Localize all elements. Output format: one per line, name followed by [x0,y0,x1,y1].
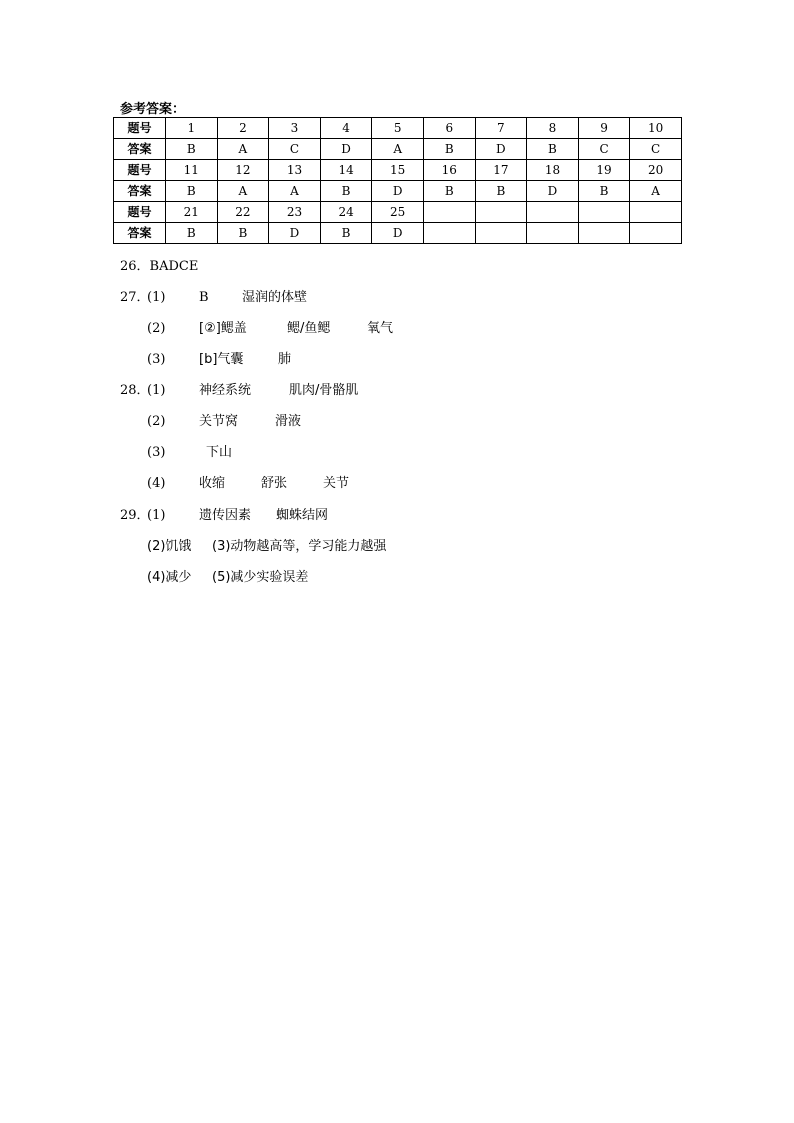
table-cell: 2 [217,118,269,139]
table-cell: 16 [423,160,475,181]
table-cell: B [527,139,579,160]
table-cell: 21 [166,202,218,223]
table-cell: A [269,181,321,202]
row-label-cell: 题号 [114,160,166,181]
q29-p4-answer: (4)减少 [147,570,192,585]
q27-p1-label: (1) [147,290,166,305]
q27-part2 [147,317,393,336]
table-cell: B [217,223,269,244]
table-cell: 19 [578,160,630,181]
table-cell: 24 [320,202,372,223]
table-cell: 22 [217,202,269,223]
table-cell: C [578,139,630,160]
row-label-cell: 答案 [114,223,166,244]
table-cell: B [423,181,475,202]
table-cell [527,202,579,223]
q28-p2-label: (2) [147,414,166,429]
q29-part4-5 [147,566,308,585]
q27-p2-answer-c: 氧气 [367,321,394,336]
table-cell: 13 [269,160,321,181]
q28-p1-answer-a: 神经系统 [199,383,252,398]
row-label-cell: 答案 [114,139,166,160]
table-cell [475,202,527,223]
table-cell: 11 [166,160,218,181]
q29-p1-answer-a: 遗传因素 [199,508,252,523]
table-cell [578,202,630,223]
q28-p4-answer-b: 舒张 [261,476,288,491]
table-cell: B [166,139,218,160]
q28-p1-label: (1) [147,383,166,398]
q28-p3-answer-a: 下山 [206,445,233,460]
answer-key-heading: 参考答案： [120,102,186,117]
q29-part1 [120,504,328,523]
answer-table [113,117,682,244]
table-cell: D [269,223,321,244]
table-cell: 7 [475,118,527,139]
q26-answer: BADCE [149,259,199,274]
table-cell: 9 [578,118,630,139]
q27-p2-label: (2) [147,321,166,336]
q26-line [120,255,198,274]
row-label-cell: 题号 [114,118,166,139]
table-cell: A [630,181,682,202]
q28-number: 28． [120,383,150,398]
table-cell: 15 [372,160,424,181]
q27-p3-answer-b: 肺 [278,352,292,367]
table-cell: A [217,181,269,202]
table-cell: 12 [217,160,269,181]
table-cell: D [475,139,527,160]
table-cell: C [269,139,321,160]
q29-number: 29． [120,508,150,523]
table-row [114,181,682,202]
q28-part3 [147,441,232,460]
q28-p2-answer-a: 关节窝 [199,414,239,429]
q29-p3-answer: (3)动物越高等，学习能力越强 [212,539,387,554]
table-cell: 3 [269,118,321,139]
table-cell: 14 [320,160,372,181]
table-cell: C [630,139,682,160]
q28-p1-answer-b: 肌肉/骨骼肌 [289,383,359,398]
table-cell: 25 [372,202,424,223]
table-cell: B [320,223,372,244]
q29-p1-answer-b: 蜘蛛结网 [276,508,329,523]
table-cell: D [320,139,372,160]
table-cell: B [166,223,218,244]
q27-number: 27． [120,290,150,305]
table-cell [578,223,630,244]
table-cell: 23 [269,202,321,223]
q28-p3-label: (3) [147,445,166,460]
table-cell [423,223,475,244]
table-row [114,160,682,181]
q28-part4 [147,472,349,491]
table-cell: B [423,139,475,160]
q27-part1 [120,286,307,305]
table-cell: A [372,139,424,160]
table-cell: D [527,181,579,202]
q27-p1-answer-b: 湿润的体壁 [242,290,308,305]
table-cell: B [475,181,527,202]
q29-p5-answer: (5)减少实验误差 [212,570,309,585]
table-cell: A [217,139,269,160]
table-row [114,202,682,223]
row-label-cell: 答案 [114,181,166,202]
table-cell: 20 [630,160,682,181]
table-cell [630,202,682,223]
table-row [114,139,682,160]
table-cell [527,223,579,244]
q29-part2-3 [147,535,386,554]
table-cell: D [372,223,424,244]
q28-p2-answer-b: 滑液 [275,414,302,429]
table-cell: 10 [630,118,682,139]
q27-p3-label: (3) [147,352,166,367]
q26-number: 26． [120,259,150,274]
q28-part2 [147,410,301,429]
table-cell: 4 [320,118,372,139]
q28-p4-answer-c: 关节 [323,476,350,491]
q29-p1-label: (1) [147,508,166,523]
q27-p2-answer-b: 鳃/鱼鳃 [287,321,331,336]
table-cell: 8 [527,118,579,139]
q28-p4-label: (4) [147,476,166,491]
table-cell: 6 [423,118,475,139]
table-row [114,118,682,139]
table-row [114,223,682,244]
row-label-cell: 题号 [114,202,166,223]
table-cell: B [166,181,218,202]
q27-p2-answer-a: [②]鳃盖 [199,321,247,336]
table-cell: 17 [475,160,527,181]
q28-p4-answer-a: 收缩 [199,476,226,491]
table-cell: 5 [372,118,424,139]
table-cell: B [320,181,372,202]
table-cell: B [578,181,630,202]
table-cell: D [372,181,424,202]
table-cell [630,223,682,244]
q27-part3 [147,348,291,367]
table-cell: 18 [527,160,579,181]
q27-p3-answer-a: [b]气囊 [199,352,244,367]
q29-p2-answer: (2)饥饿 [147,539,192,554]
q27-p1-answer-a: B [199,290,209,305]
table-cell [475,223,527,244]
table-cell [423,202,475,223]
table-cell: 1 [166,118,218,139]
q28-part1 [120,379,358,398]
